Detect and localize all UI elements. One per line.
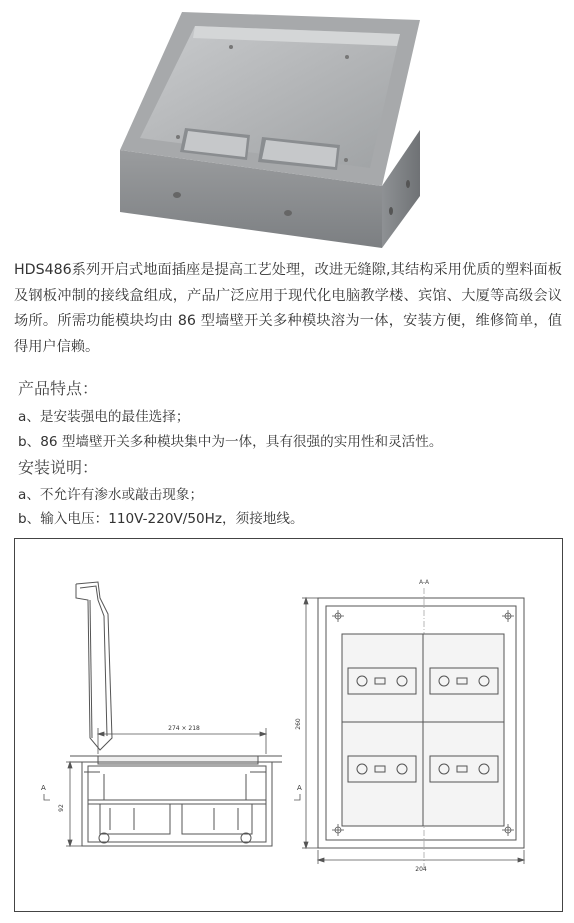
section-marker-right: A	[297, 784, 302, 792]
product-photo	[0, 0, 574, 250]
features-heading: 产品特点：	[18, 379, 99, 398]
dim-height-label: 92	[58, 804, 65, 812]
dim-side-label: 260	[295, 718, 302, 730]
feature-item-a: a、是安装强电的最佳选择；	[18, 409, 190, 425]
install-item-b: b、输入电压：110V-220V/50Hz，须接地线。	[18, 511, 304, 527]
feature-item-b: b、86 型墙壁开关多种模块集中为一体，具有很强的实用性和灵活性。	[18, 434, 443, 450]
dim-top-label: 274 × 218	[168, 725, 200, 732]
technical-drawing	[14, 538, 563, 912]
dim-bottom-label: 204	[415, 866, 427, 873]
section-label: A-A	[418, 579, 430, 586]
top-plan-view	[318, 598, 524, 848]
intro-paragraph: HDS486系列开启式地面插座是提高工艺处理，改进无缝隙,其结构采用优质的塑料面板及钢板冲制的接线盒组成，产品广泛应用于现代化电脑教学楼、宾馆、大厦等高级会议场所。所需功能模块均由 86 型墙壁开关多种模块溶为一体，安装方便，维修简单，值得用户信赖。	[14, 262, 562, 355]
section-marker-left: A	[41, 784, 46, 792]
install-item-a: a、不允许有渗水或敲击现象；	[18, 487, 204, 503]
install-heading: 安装说明：	[18, 458, 99, 477]
